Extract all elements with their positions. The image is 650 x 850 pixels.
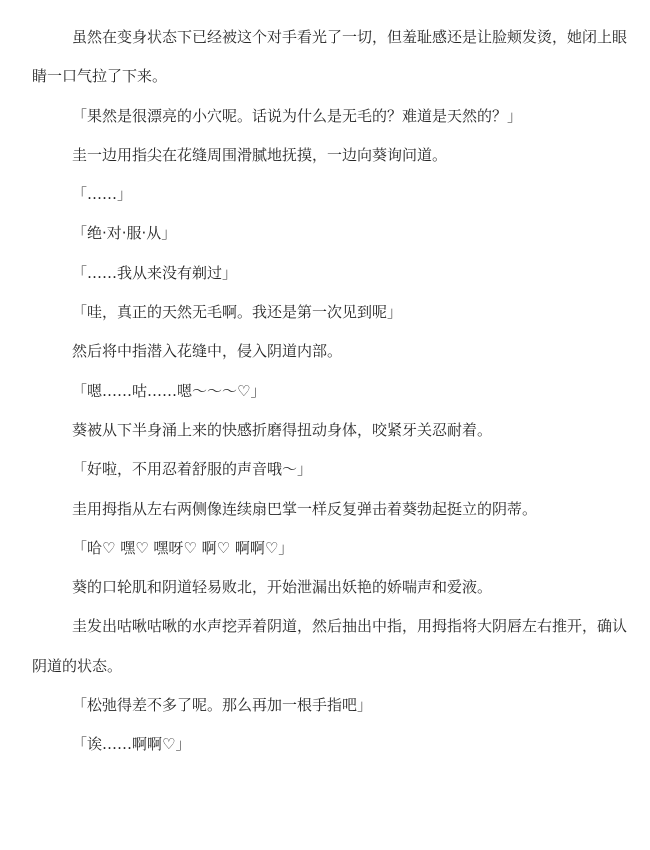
paragraph-5: 「绝·对·服·从」 bbox=[72, 224, 177, 243]
paragraph-1: 虽然在变身状态下已经被这个对手看光了一切，但羞耻感还是让脸颊发烫，她闭上眼睛一口气拉了下来。 bbox=[32, 28, 628, 86]
paragraph-15: 圭发出咕啾咕啾的水声挖弄着阴道，然后抽出中指，用拇指将大阴唇左右推开，确认阴道的状态。 bbox=[32, 617, 628, 675]
paragraph-14: 葵的口轮肌和阴道轻易败北，开始泄漏出妖艳的娇喘声和爱液。 bbox=[72, 578, 493, 597]
paragraph-12: 圭用拇指从左右两侧像连续扇巴掌一样反复弹击着葵勃起挺立的阴蒂。 bbox=[72, 499, 538, 518]
paragraph-3: 圭一边用指尖在花缝周围滑腻地抚摸，一边向葵询问道。 bbox=[72, 145, 448, 164]
paragraph-9: 「嗯……咕……嗯～～～♡」 bbox=[72, 381, 266, 400]
paragraph-16: 「松弛得差不多了呢。那么再加一根手指吧」 bbox=[72, 696, 373, 715]
paragraph-13: 「哈♡ 嘿♡ 嘿呀♡ 啊♡ 啊啊♡」 bbox=[72, 538, 294, 557]
paragraph-2: 「果然是很漂亮的小穴呢。话说为什么是无毛的？难道是天然的？」 bbox=[72, 106, 523, 125]
paragraph-7: 「哇，真正的天然无毛啊。我还是第一次见到呢」 bbox=[72, 303, 403, 322]
paragraph-4: 「……」 bbox=[72, 185, 133, 204]
paragraph-10: 葵被从下半身涌上来的快感折磨得扭动身体，咬紧牙关忍耐着。 bbox=[72, 420, 493, 439]
paragraph-11: 「好啦，不用忍着舒服的声音哦～」 bbox=[72, 460, 313, 479]
paragraph-17: 「诶……啊啊♡」 bbox=[72, 735, 191, 754]
paragraph-6: 「……我从来没有剃过」 bbox=[72, 263, 238, 282]
paragraph-8: 然后将中指潜入花缝中，侵入阴道内部。 bbox=[72, 342, 343, 361]
